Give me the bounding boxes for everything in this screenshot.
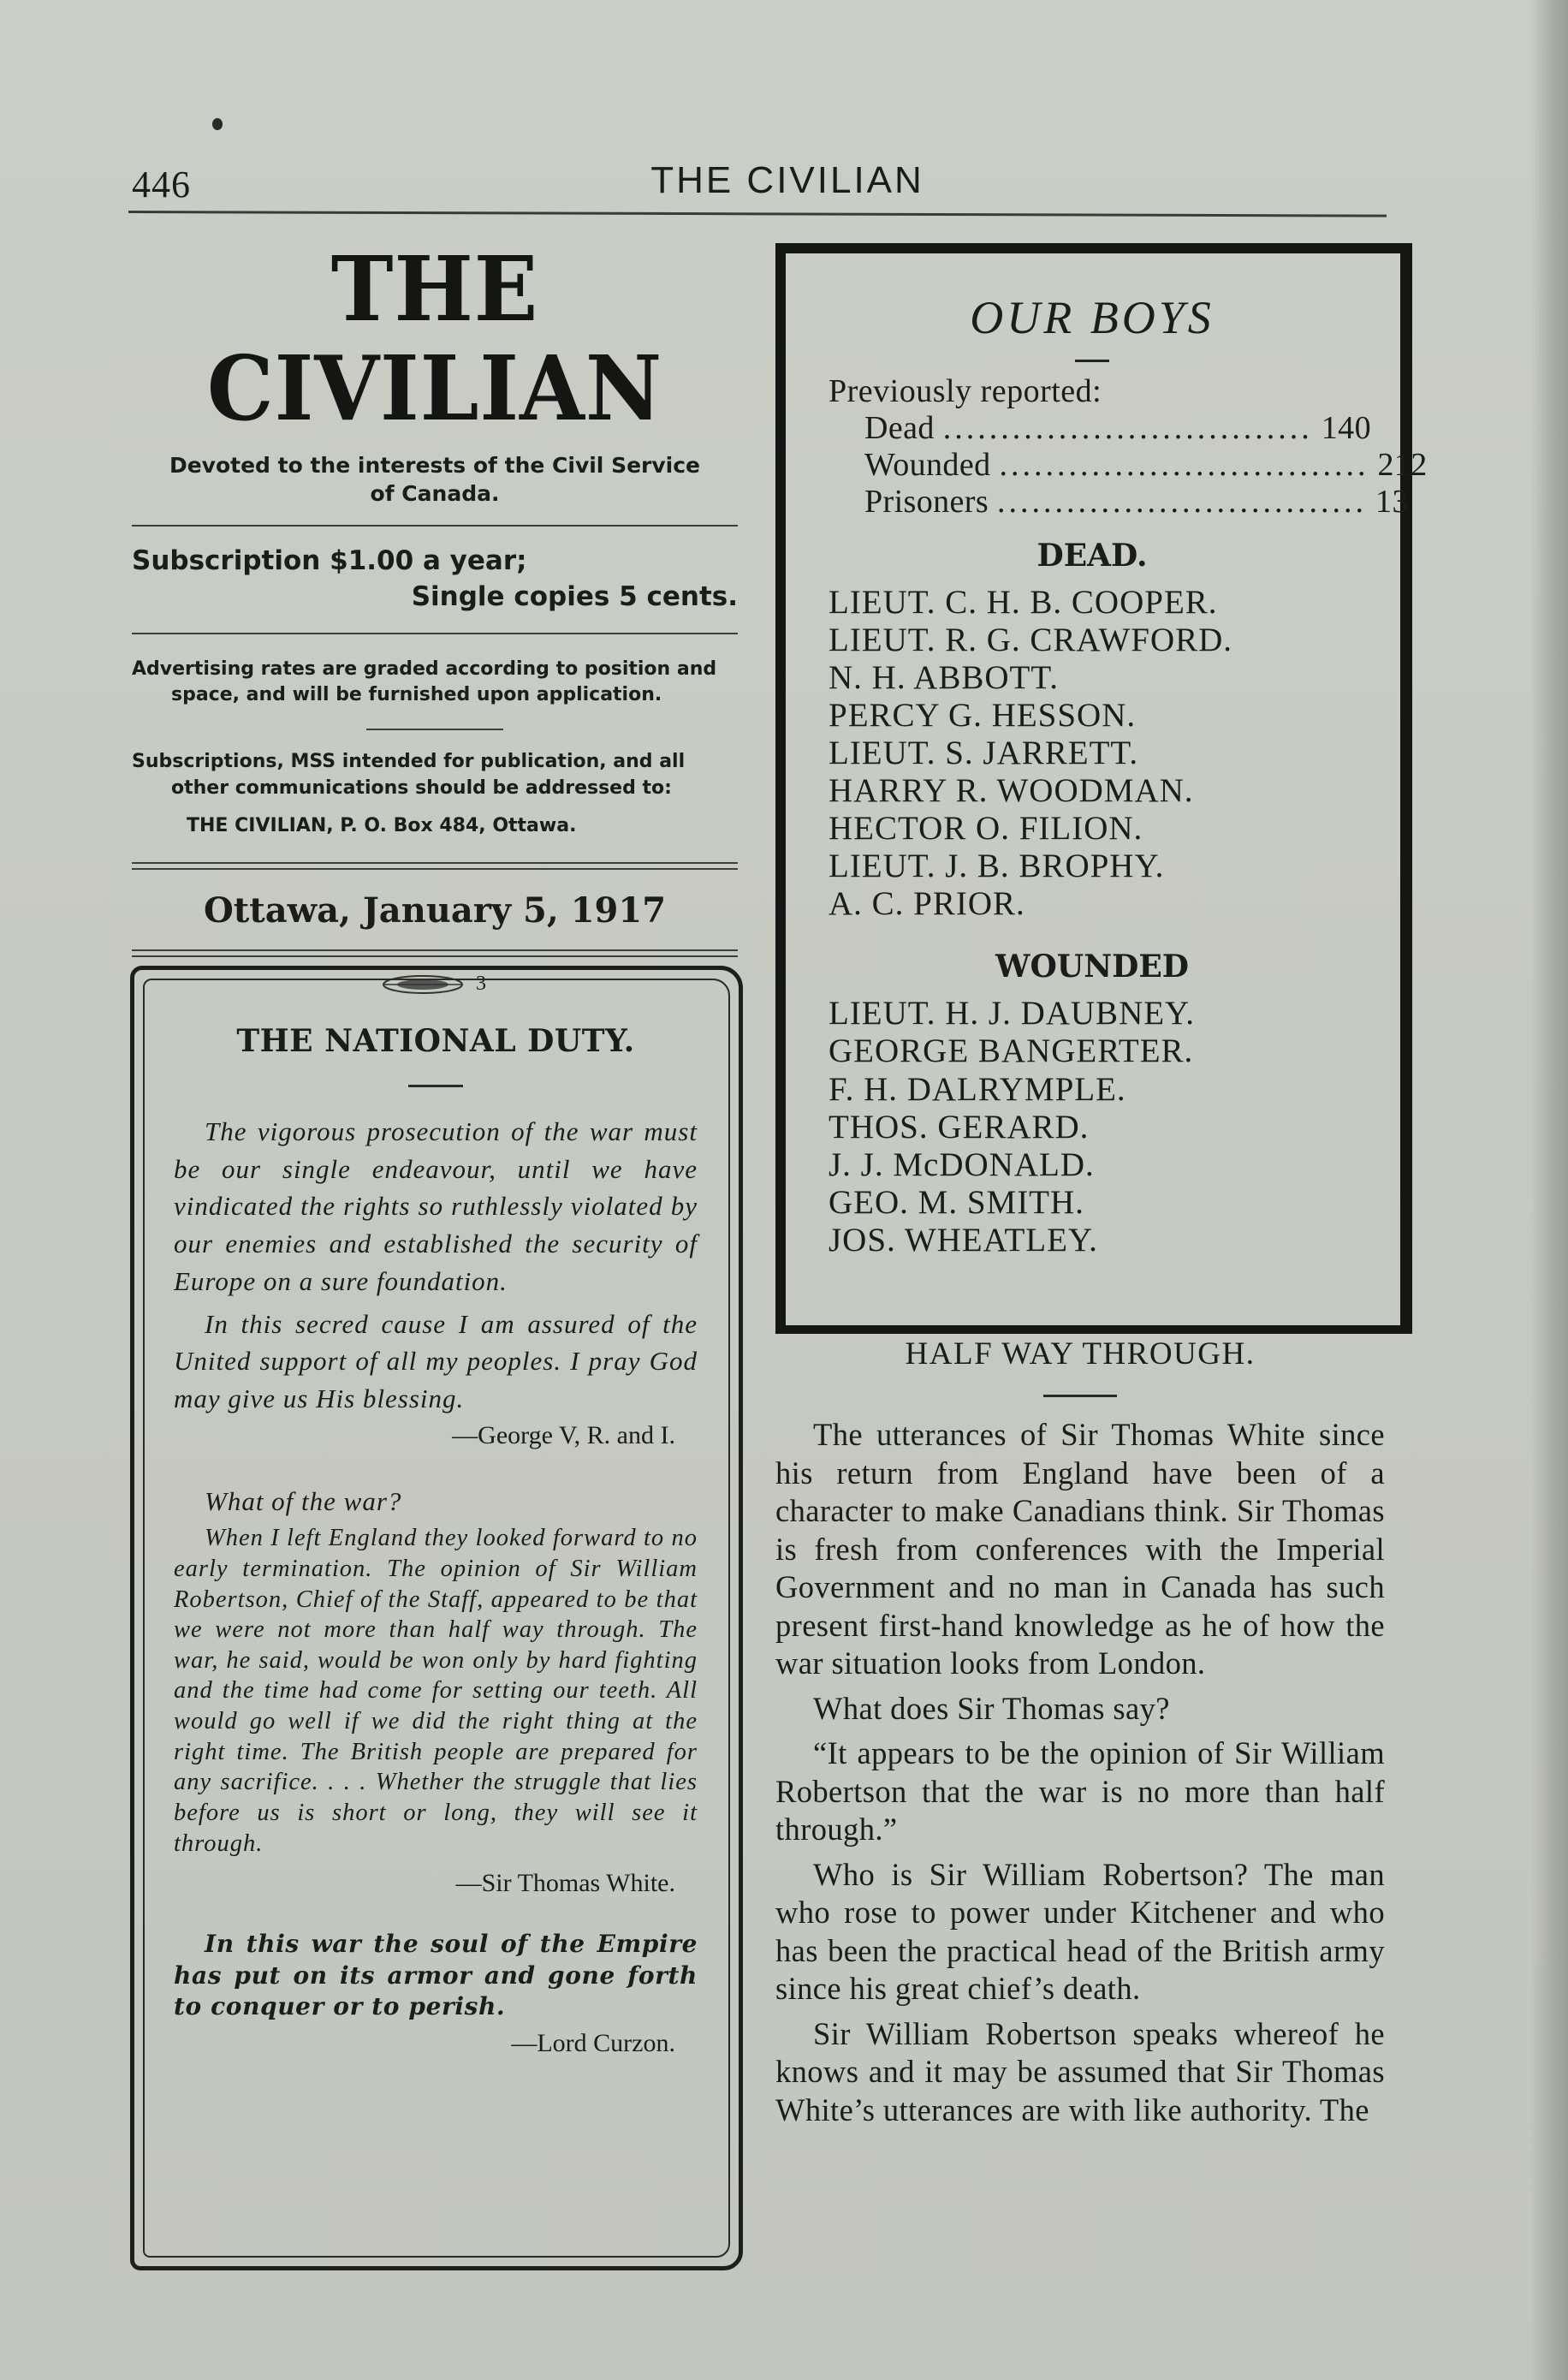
leader-dots: ................................: [942, 410, 1313, 446]
divider: [132, 525, 738, 527]
list-item: F. H. DALRYMPLE.: [829, 1070, 1126, 1108]
count-value: 212: [1377, 446, 1428, 483]
count-label: Dead: [864, 410, 935, 446]
ink-speck: [212, 118, 223, 130]
double-divider: [132, 862, 738, 870]
article-paragraph: What does Sir Thomas say?: [813, 1690, 1170, 1726]
count-label: Prisoners: [864, 483, 989, 520]
wounded-heading: WOUNDED: [995, 949, 1189, 985]
title-dash: [408, 1085, 463, 1087]
white-quote-body: When I left England they looked forward to no early termination. The opinion of Sir William Robertson, Chief of the Staff, appeared to be that we were not more than half way through. The war, he said, would be won only by hard fighting and the time had come for setting our teeth. All would go well if we did the right thing at the right time. The British people are prepared for any sacrifice. . . . Whether the struggle that lies before us is short or long, they will see it through.: [174, 1525, 698, 1857]
list-item: GEORGE BANGERTER.: [829, 1032, 1194, 1070]
article-paragraph: The utterances of Sir Thomas White since his return from England have been of a character to make Canadians think. Sir Thomas is fresh from conferences with the Imperial Government and no man in Canada has such present first-hand knowledge as he of how the war situation looks from London.: [775, 1417, 1385, 1681]
white-signature: —Sir Thomas White.: [455, 1869, 675, 1898]
short-divider: [366, 729, 503, 730]
page-number: 446: [132, 164, 191, 205]
list-item: PERCY G. HESSON.: [829, 697, 1137, 734]
national-duty-content: [174, 1023, 698, 2058]
half-way-article: [775, 1336, 1385, 2136]
list-item: JOS. WHEATLEY.: [829, 1221, 1098, 1258]
issue-dateline: Ottawa, January 5, 1917: [203, 890, 667, 931]
list-item: A. C. PRIOR.: [829, 885, 1025, 923]
advertising-notice: Advertising rates are graded according to position and space, and will be furnished upon application.: [132, 657, 717, 705]
devoted-statement: [132, 451, 738, 508]
title-dash: [1075, 360, 1109, 362]
article-title: HALF WAY THROUGH.: [905, 1336, 1256, 1371]
list-item: LIEUT. H. J. DAUBNEY.: [829, 995, 1195, 1032]
list-item: N. H. ABBOTT.: [829, 658, 1060, 696]
article-paragraph: Who is Sir William Robertson? The man who rose to power under Kitchener and who has been the practical head of the British army since his great chief’s death.: [775, 1856, 1385, 2007]
article-body: [775, 1416, 1385, 2129]
subscriptions-notice: Subscriptions, MSS intended for publication, and all other communications should be addressed to:: [132, 751, 686, 799]
ornament-number: 3: [476, 973, 486, 996]
national-duty-title: THE NATIONAL DUTY.: [236, 1023, 635, 1059]
article-paragraph: Sir William Robertson speaks whereof he knows and it may be assumed that Sir Thomas White’s utterances are with like authority. The: [775, 2015, 1385, 2127]
leader-dots: ................................: [997, 483, 1368, 520]
king-quote-para-1: The vigorous prosecution of the war must be our single endeavour, until we have vindicated the rights so ruthlessly violated by our enemies and established the security of Europe on a sure foundation.: [174, 1116, 698, 1296]
our-boys-box: [775, 243, 1428, 1334]
list-item: HECTOR O. FILION.: [829, 810, 1143, 848]
white-quote-question: What of the war?: [205, 1485, 402, 1516]
our-boys-title: OUR BOYS: [970, 292, 1215, 343]
list-item: J. J. McDONALD.: [829, 1145, 1095, 1183]
list-item: LIEUT. R. G. CRAWFORD.: [829, 621, 1233, 658]
masthead-column: [132, 236, 738, 1005]
count-row-dead: [864, 410, 1371, 447]
running-title: THE CIVILIAN: [650, 159, 924, 201]
national-duty-box: [130, 966, 743, 2270]
previously-reported-label: Previously reported:: [829, 373, 1102, 409]
list-item: LIEUT. J. B. BROPHY.: [829, 848, 1165, 885]
list-item: HARRY R. WOODMAN.: [829, 772, 1194, 810]
list-item: THOS. GERARD.: [829, 1108, 1090, 1145]
divider: [132, 633, 738, 634]
wounded-list: [829, 995, 1356, 1258]
devoted-line-2: of Canada.: [370, 480, 500, 506]
article-paragraph: “It appears to be the opinion of Sir William Robertson that the war is no more than half through.”: [775, 1735, 1385, 1847]
count-value: 13: [1375, 483, 1409, 520]
curzon-quote: In this war the soul of the Empire has put on its armor and gone forth to conquer or to perish.: [174, 1930, 698, 2020]
leader-dots: ................................: [999, 446, 1369, 483]
list-item: LIEUT. C. H. B. COOPER.: [829, 583, 1218, 621]
masthead-title: THE CIVILIAN: [206, 236, 663, 442]
list-item: GEO. M. SMITH.: [829, 1183, 1084, 1221]
list-item: LIEUT. S. JARRETT.: [829, 735, 1139, 772]
title-dash: [1043, 1395, 1117, 1397]
mailing-address: THE CIVILIAN, P. O. Box 484, Ottawa.: [187, 815, 577, 837]
our-boys-content: [829, 291, 1428, 1259]
devoted-line-1: Devoted to the interests of the Civil Service: [169, 452, 701, 478]
count-label: Wounded: [864, 446, 991, 483]
header-rule: [128, 211, 1387, 217]
dead-list: [829, 584, 1356, 924]
single-copy-price: Single copies 5 cents.: [411, 580, 738, 612]
subscription-price: Subscription $1.00 a year;: [132, 544, 527, 576]
page-fold-shadow: [1530, 0, 1568, 2380]
count-value: 140: [1321, 410, 1371, 446]
count-row-wounded: [864, 446, 1428, 484]
king-signature: —George V, R. and I.: [452, 1420, 675, 1449]
king-quote-para-2: In this secred cause I am assured of the United support of all my peoples. I pray God may give us His blessing.: [174, 1308, 698, 1413]
count-row-prisoners: [864, 483, 1409, 521]
curzon-signature: —Lord Curzon.: [511, 2029, 675, 2058]
dead-heading: DEAD.: [1036, 537, 1148, 574]
double-divider: [132, 949, 738, 957]
